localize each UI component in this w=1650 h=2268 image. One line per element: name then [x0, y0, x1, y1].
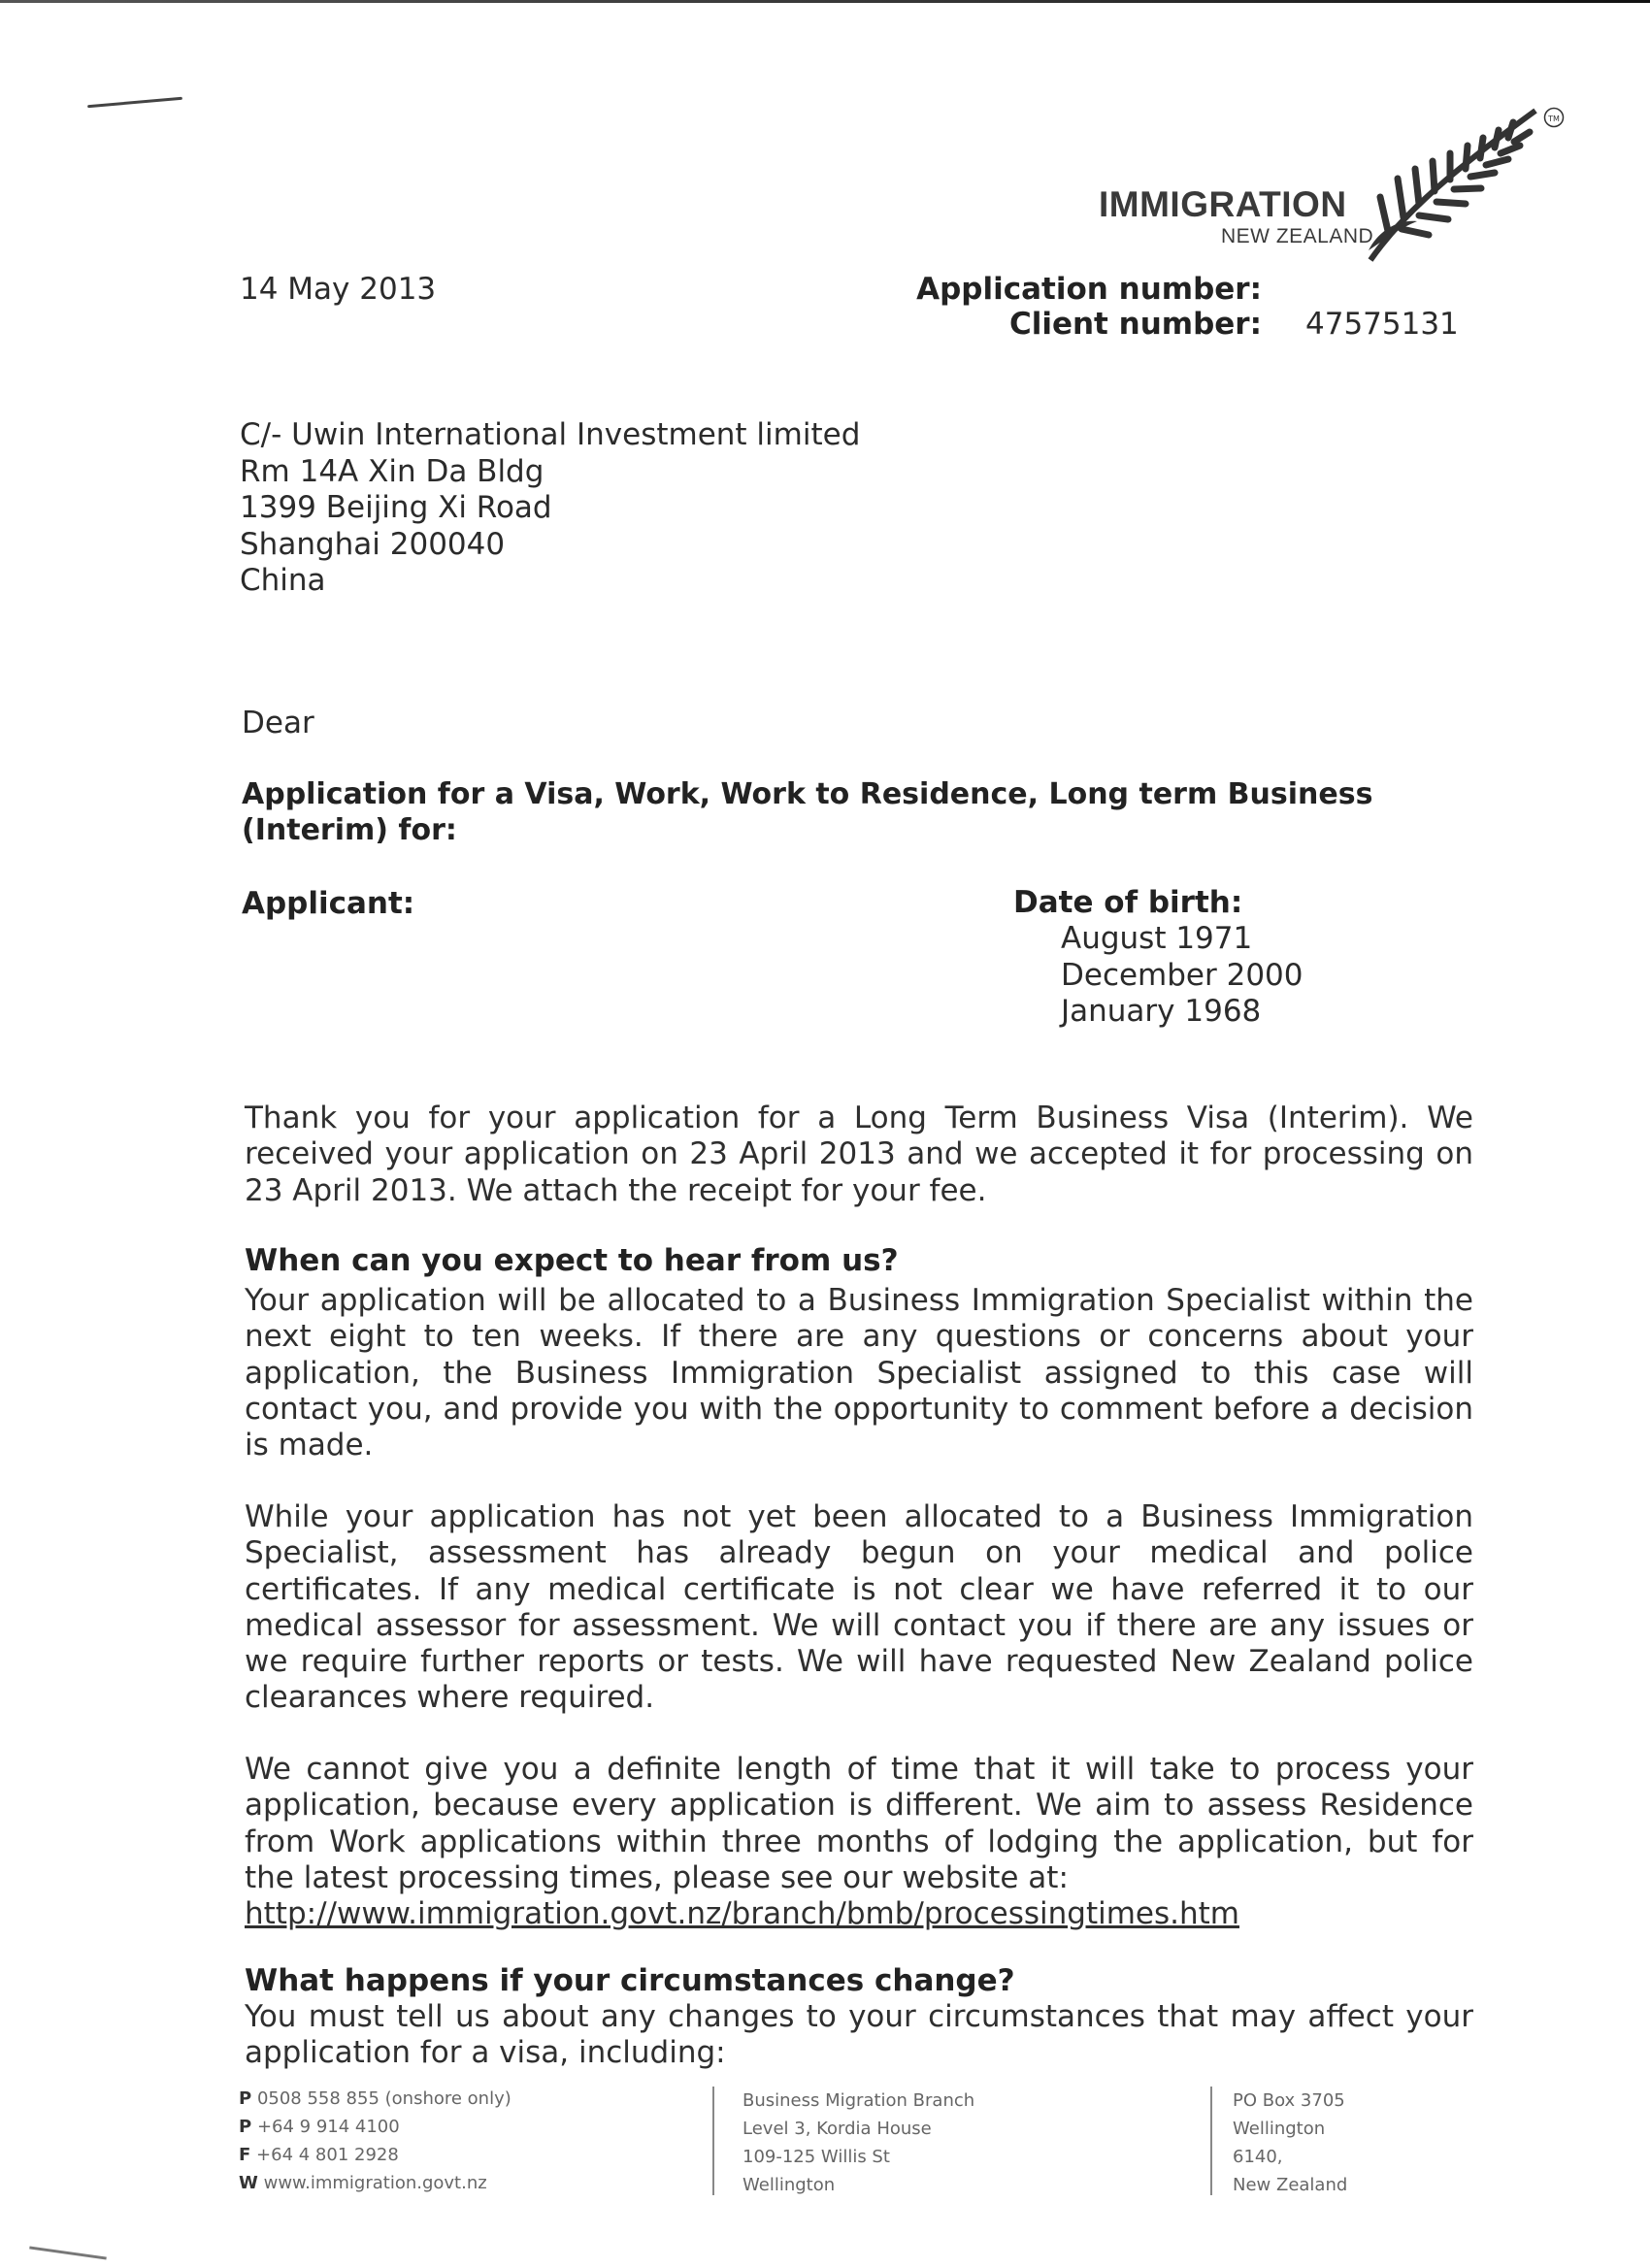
applicant-label: Applicant: — [242, 886, 415, 921]
footer-postal-address — [1233, 2087, 1347, 2199]
footer-contact-row: F +64 4 801 2928 — [239, 2145, 399, 2165]
svg-text:TM: TM — [1548, 115, 1560, 123]
client-number-value: 47575131 — [1305, 307, 1459, 342]
footer-branch-line: Level 3, Kordia House — [742, 2119, 932, 2139]
processing-times-link[interactable] — [245, 1896, 1239, 1931]
address-line: China — [240, 563, 326, 598]
trademark-icon — [1543, 107, 1565, 128]
subject-line-1: Application for a Visa, Work, Work to Residence, Long term Business — [242, 777, 1373, 811]
letter-date: 14 May 2013 — [240, 272, 437, 307]
scan-top-edge — [0, 0, 1650, 3]
subject-line-2: (Interim) for: — [242, 813, 457, 847]
footer-postal-line: PO Box 3705 — [1233, 2090, 1345, 2111]
recipient-address — [240, 417, 860, 600]
processing-times-url[interactable]: http://www.immigration.govt.nz/branch/bmb/processingtimes.htm — [245, 1896, 1239, 1931]
date-of-birth-list — [1061, 921, 1304, 1031]
section-heading-changes: What happens if your circumstances change? — [245, 1963, 1015, 1998]
footer-branch-line: Business Migration Branch — [742, 2090, 975, 2111]
body-paragraph-assessment: While your application has not yet been allocated to a Business Immigration Specialist, assessment has already begun on your medical and police certificates. If any medical certificate is not clear we have referred it to our medical assessor for assessment. We will contact you if there are any issues or we require further reports or tests. We will have requested New Zealand police clearances where required. — [245, 1499, 1473, 1716]
date-of-birth-label: Date of birth: — [1013, 885, 1243, 920]
footer-contact-row: W www.immigration.govt.nz — [239, 2173, 487, 2193]
footer-contact-row: P 0508 558 855 (onshore only) — [239, 2088, 512, 2109]
footer-branch-line: 109-125 Willis St — [742, 2147, 890, 2167]
logo-wordmark: IMMIGRATION — [1099, 184, 1347, 224]
body-paragraph-allocation: Your application will be allocated to a Business Immigration Specialist within the next eight to ten weeks. If there are any questions or concerns about your application, the Business Immigration Specialist assigned to this case will contact you, and provide you with the opportunity to comment before a decision is made. — [245, 1283, 1473, 1463]
application-number-label: Application number: — [916, 272, 1262, 307]
footer-postal-line: New Zealand — [1233, 2175, 1348, 2195]
footer-divider — [712, 2087, 714, 2195]
address-line: Rm 14A Xin Da Bldg — [240, 453, 544, 489]
scan-corner-mark — [29, 2246, 107, 2259]
footer-postal-line: 6140, — [1233, 2147, 1283, 2167]
logo-subtitle: NEW ZEALAND — [1221, 225, 1374, 247]
footer-contact-row: P +64 9 914 4100 — [239, 2117, 400, 2137]
date-of-birth-entry: December 2000 — [1061, 957, 1304, 993]
footer-postal-line: Wellington — [1233, 2119, 1326, 2139]
address-line: 1399 Beijing Xi Road — [240, 490, 552, 525]
date-of-birth-entry: August 1971 — [1061, 921, 1253, 956]
footer-divider — [1210, 2087, 1212, 2195]
footer-branch-address — [742, 2087, 974, 2199]
footer-website[interactable]: www.immigration.govt.nz — [263, 2173, 487, 2193]
body-paragraph-processing-time: We cannot give you a definite length of time that it will take to process your application, because every application is different. We aim to assess Residence from Work applications within three months of lodging the application, but for the latest processing times, please see our website at: — [245, 1752, 1473, 1895]
body-paragraph-receipt: Thank you for your application for a Long Term Business Visa (Interim). We received your application on 23 April 2013 and we accepted it for processing on 23 April 2013. We attach the receipt for your fee. — [245, 1101, 1473, 1208]
footer-branch-line: Wellington — [742, 2175, 836, 2195]
address-line: C/- Uwin International Investment limited — [240, 417, 861, 452]
salutation: Dear — [242, 706, 314, 740]
section-heading-timing: When can you expect to hear from us? — [245, 1243, 899, 1278]
client-number-label: Client number: — [1008, 307, 1262, 342]
date-of-birth-entry: January 1968 — [1061, 994, 1262, 1029]
body-paragraph-changes: You must tell us about any changes to your circumstances that may affect your application for a visa, including: — [245, 1999, 1473, 2071]
silver-fern-icon — [1359, 105, 1543, 270]
address-line: Shanghai 200040 — [240, 526, 506, 562]
footer-contacts — [239, 2085, 512, 2197]
pen-mark — [87, 97, 182, 109]
subject-heading — [242, 776, 1455, 848]
